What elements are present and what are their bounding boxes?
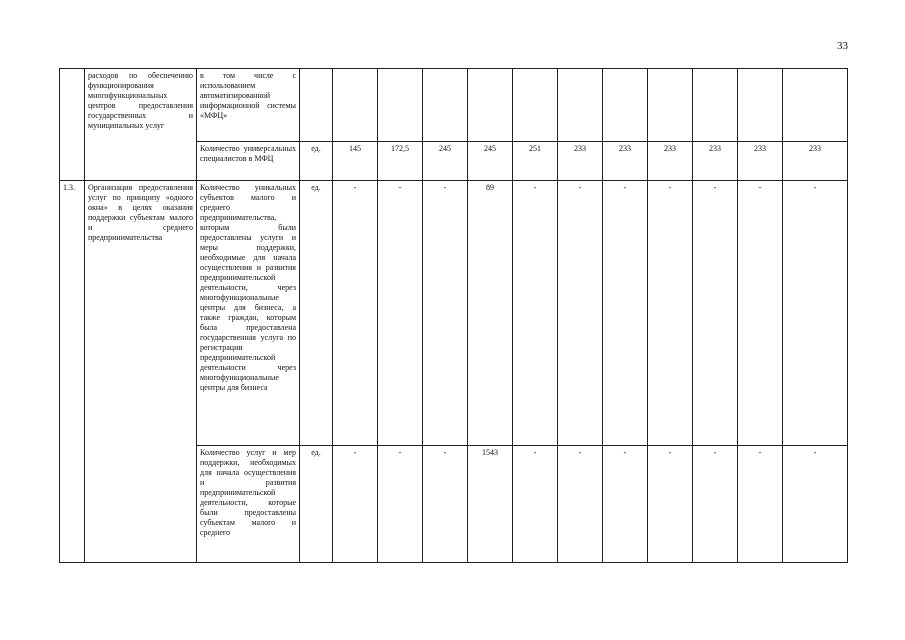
table-row (60, 69, 848, 142)
value-cell: - (378, 181, 423, 446)
value-cell (558, 69, 603, 142)
value-cell: 233 (603, 142, 648, 181)
value-cell: - (648, 446, 693, 563)
value-cell: - (738, 181, 783, 446)
value-cell: - (513, 446, 558, 563)
indicator-cell: в том числе с использованием автоматизированной информационной системы «МФЦ» (197, 69, 300, 142)
table-row (60, 181, 848, 446)
program-indicators-table (59, 68, 848, 563)
unit-cell: ед. (300, 446, 333, 563)
value-cell: - (783, 446, 848, 563)
value-cell: 245 (468, 142, 513, 181)
value-cell (693, 69, 738, 142)
value-cell: - (603, 181, 648, 446)
value-cell: 245 (423, 142, 468, 181)
value-cell: - (693, 181, 738, 446)
value-cell: - (783, 181, 848, 446)
value-cell (783, 69, 848, 142)
value-cell: - (423, 181, 468, 446)
value-cell (333, 69, 378, 142)
value-cell (603, 69, 648, 142)
value-cell: 251 (513, 142, 558, 181)
value-cell (738, 69, 783, 142)
activity-cell: Организация предоставления услуг по принципу «одного окна» в целях оказания поддержки субъектам малого и среднего предпринимательства (85, 181, 197, 563)
value-cell (468, 69, 513, 142)
value-cell: 233 (783, 142, 848, 181)
activity-cell: расходов по обеспечению функционирования многофункциональных центров предоставления государственных и муниципальных услуг (85, 69, 197, 181)
value-cell: 145 (333, 142, 378, 181)
value-cell: - (603, 446, 648, 563)
value-cell: - (333, 181, 378, 446)
value-cell: 1543 (468, 446, 513, 563)
value-cell: 233 (693, 142, 738, 181)
row-number-cell (60, 69, 85, 181)
page-number: 33 (837, 40, 848, 52)
value-cell: 89 (468, 181, 513, 446)
value-cell: - (333, 446, 378, 563)
value-cell: - (513, 181, 558, 446)
value-cell (513, 69, 558, 142)
row-number-cell: 1.3. (60, 181, 85, 563)
unit-cell: ед. (300, 181, 333, 446)
unit-cell: ед. (300, 142, 333, 181)
unit-cell (300, 69, 333, 142)
value-cell: 233 (648, 142, 693, 181)
value-cell: - (423, 446, 468, 563)
indicator-cell: Количество уникальных субъектов малого и среднего предпринимательства, которым были предоставлены услуги и меры поддержки, необходимые для начала осуществления и развития предпринимательской деятельности, через многофункциональные центры для бизнеса, а также граждан, которым была предоставлена государственная услуга по регистрации предпринимательской деятельности через многофункциональные центры для бизнеса (197, 181, 300, 446)
value-cell: - (648, 181, 693, 446)
value-cell: 233 (738, 142, 783, 181)
value-cell (423, 69, 468, 142)
value-cell: - (558, 446, 603, 563)
value-cell (378, 69, 423, 142)
indicator-cell: Количество услуг и мер поддержки, необходимых для начала осуществления и развития предпринимательской деятельности, которые были предоставлены субъектам малого и среднего (197, 446, 300, 563)
indicator-cell: Количество универсальных специалистов в МФЦ (197, 142, 300, 181)
value-cell (648, 69, 693, 142)
value-cell: - (378, 446, 423, 563)
value-cell: - (558, 181, 603, 446)
value-cell: - (693, 446, 738, 563)
value-cell: 172,5 (378, 142, 423, 181)
value-cell: 233 (558, 142, 603, 181)
value-cell: - (738, 446, 783, 563)
